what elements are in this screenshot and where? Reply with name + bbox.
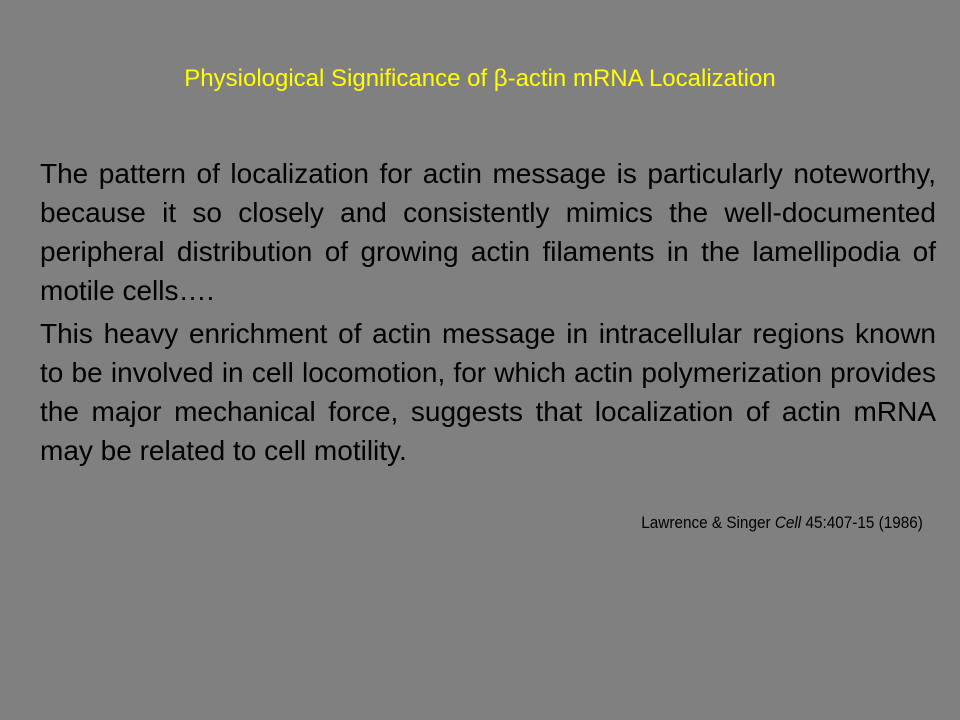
- body-paragraph-1: The pattern of localization for actin message is particularly noteworthy, because it so closely and consistently mimics the well-documented peripheral distribution of growing actin filaments in the lamellipodia of motile cells….: [40, 158, 936, 306]
- citation-authors: Lawrence & Singer: [641, 513, 775, 532]
- body-paragraph-2: This heavy enrichment of actin message in intracellular regions known to be involved in cell locomotion, for which actin polymerization provides the major mechanical force, suggests that localization of actin mRNA may be related to cell motility.: [40, 318, 936, 466]
- citation-journal: Cell: [774, 513, 802, 532]
- citation: [641, 511, 923, 535]
- slide-title: Physiological Significance of β-actin mRNA Localization: [184, 65, 776, 92]
- citation-reference: 45:407-15 (1986): [801, 513, 923, 532]
